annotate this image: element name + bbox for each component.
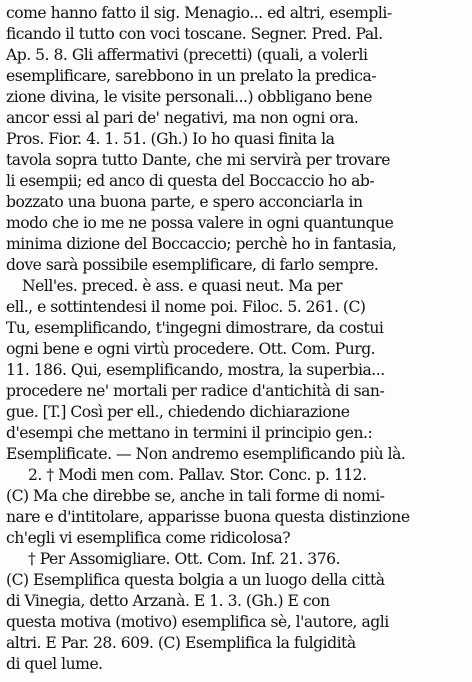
text-line: ancor essi al pari de' negativi, ma non ogni ora. — [6, 109, 359, 127]
text-line: modo che io me ne possa valere in ogni quantunque — [6, 214, 394, 232]
text-line: bozzato una buona parte, e spero acconciarla in — [6, 193, 363, 211]
text-line: 11. 186. Qui, esemplificando, mostra, la superbia... — [6, 361, 385, 379]
text-line: ficando il tutto con voci toscane. Segner. Pred. Pal. — [6, 25, 383, 43]
text-line: ch'egli vi esemplifica come ridicolosa? — [6, 529, 291, 547]
text-line: esemplificare, sarebbono in un prelato la predica- — [6, 67, 377, 85]
text-line: Tu, esemplificando, t'ingegni dimostrare, da costui — [6, 319, 384, 337]
text-line: altri. E Par. 28. 609. (C) Esemplifica la fulgidità — [6, 634, 356, 652]
text-line: 2. † Modi men com. Pallav. Stor. Conc. p. 112. — [28, 466, 367, 484]
text-line: (C) Ma che direbbe se, anche in tali forme di nomi- — [6, 487, 385, 505]
text-line: di quel lume. — [6, 655, 103, 673]
text-line: d'esempi che mettano in termini il principio gen.: — [6, 424, 373, 442]
text-line: gue. [T.] Così per ell., chiedendo dichiarazione — [6, 403, 350, 421]
text-line: Pros. Fior. 4. 1. 51. (Gh.) Io ho quasi finita la — [6, 130, 335, 148]
text-line: † Per Assomigliare. Ott. Com. Inf. 21. 376. — [28, 550, 341, 568]
text-line: tavola sopra tutto Dante, che mi servirà per trovare — [6, 151, 390, 169]
text-line: di Vinegia, detto Arzanà. E 1. 3. (Gh.) E con — [6, 592, 330, 610]
text-line: (C) Esemplifica questa bolgia a un luogo della città — [6, 571, 385, 589]
text-line: dove sarà possibile esemplificare, di farlo sempre. — [6, 256, 379, 274]
text-line: procedere ne' mortali per radice d'antichità di san- — [6, 382, 385, 400]
text-line: zione divina, le visite personali...) obbligano bene — [6, 88, 373, 106]
text-line: nare e d'intitolare, apparisse buona questa distinzione — [6, 508, 410, 526]
text-line: Nell'es. preced. è ass. e quasi neut. Ma per — [22, 277, 343, 295]
text-line: Ap. 5. 8. Gli affermativi (precetti) (quali, a volerli — [6, 46, 368, 64]
text-line: questa motiva (motivo) esemplifica sè, l'autore, agli — [6, 613, 389, 631]
text-line: ell., e sottintendesi il nome poi. Filoc. 5. 261. (C) — [6, 298, 366, 316]
text-line: ogni bene e ogni virtù procedere. Ott. Com. Purg. — [6, 340, 376, 358]
text-line: li esempii; ed anco di questa del Boccaccio ho ab- — [6, 172, 375, 190]
text-line: minima dizione del Boccaccio; perchè ho in fantasia, — [6, 235, 397, 253]
text-line: Esemplificate. — Non andremo esemplificando più là. — [6, 445, 406, 463]
text-line: come hanno fatto il sig. Menagio... ed altri, esempli- — [6, 4, 392, 22]
